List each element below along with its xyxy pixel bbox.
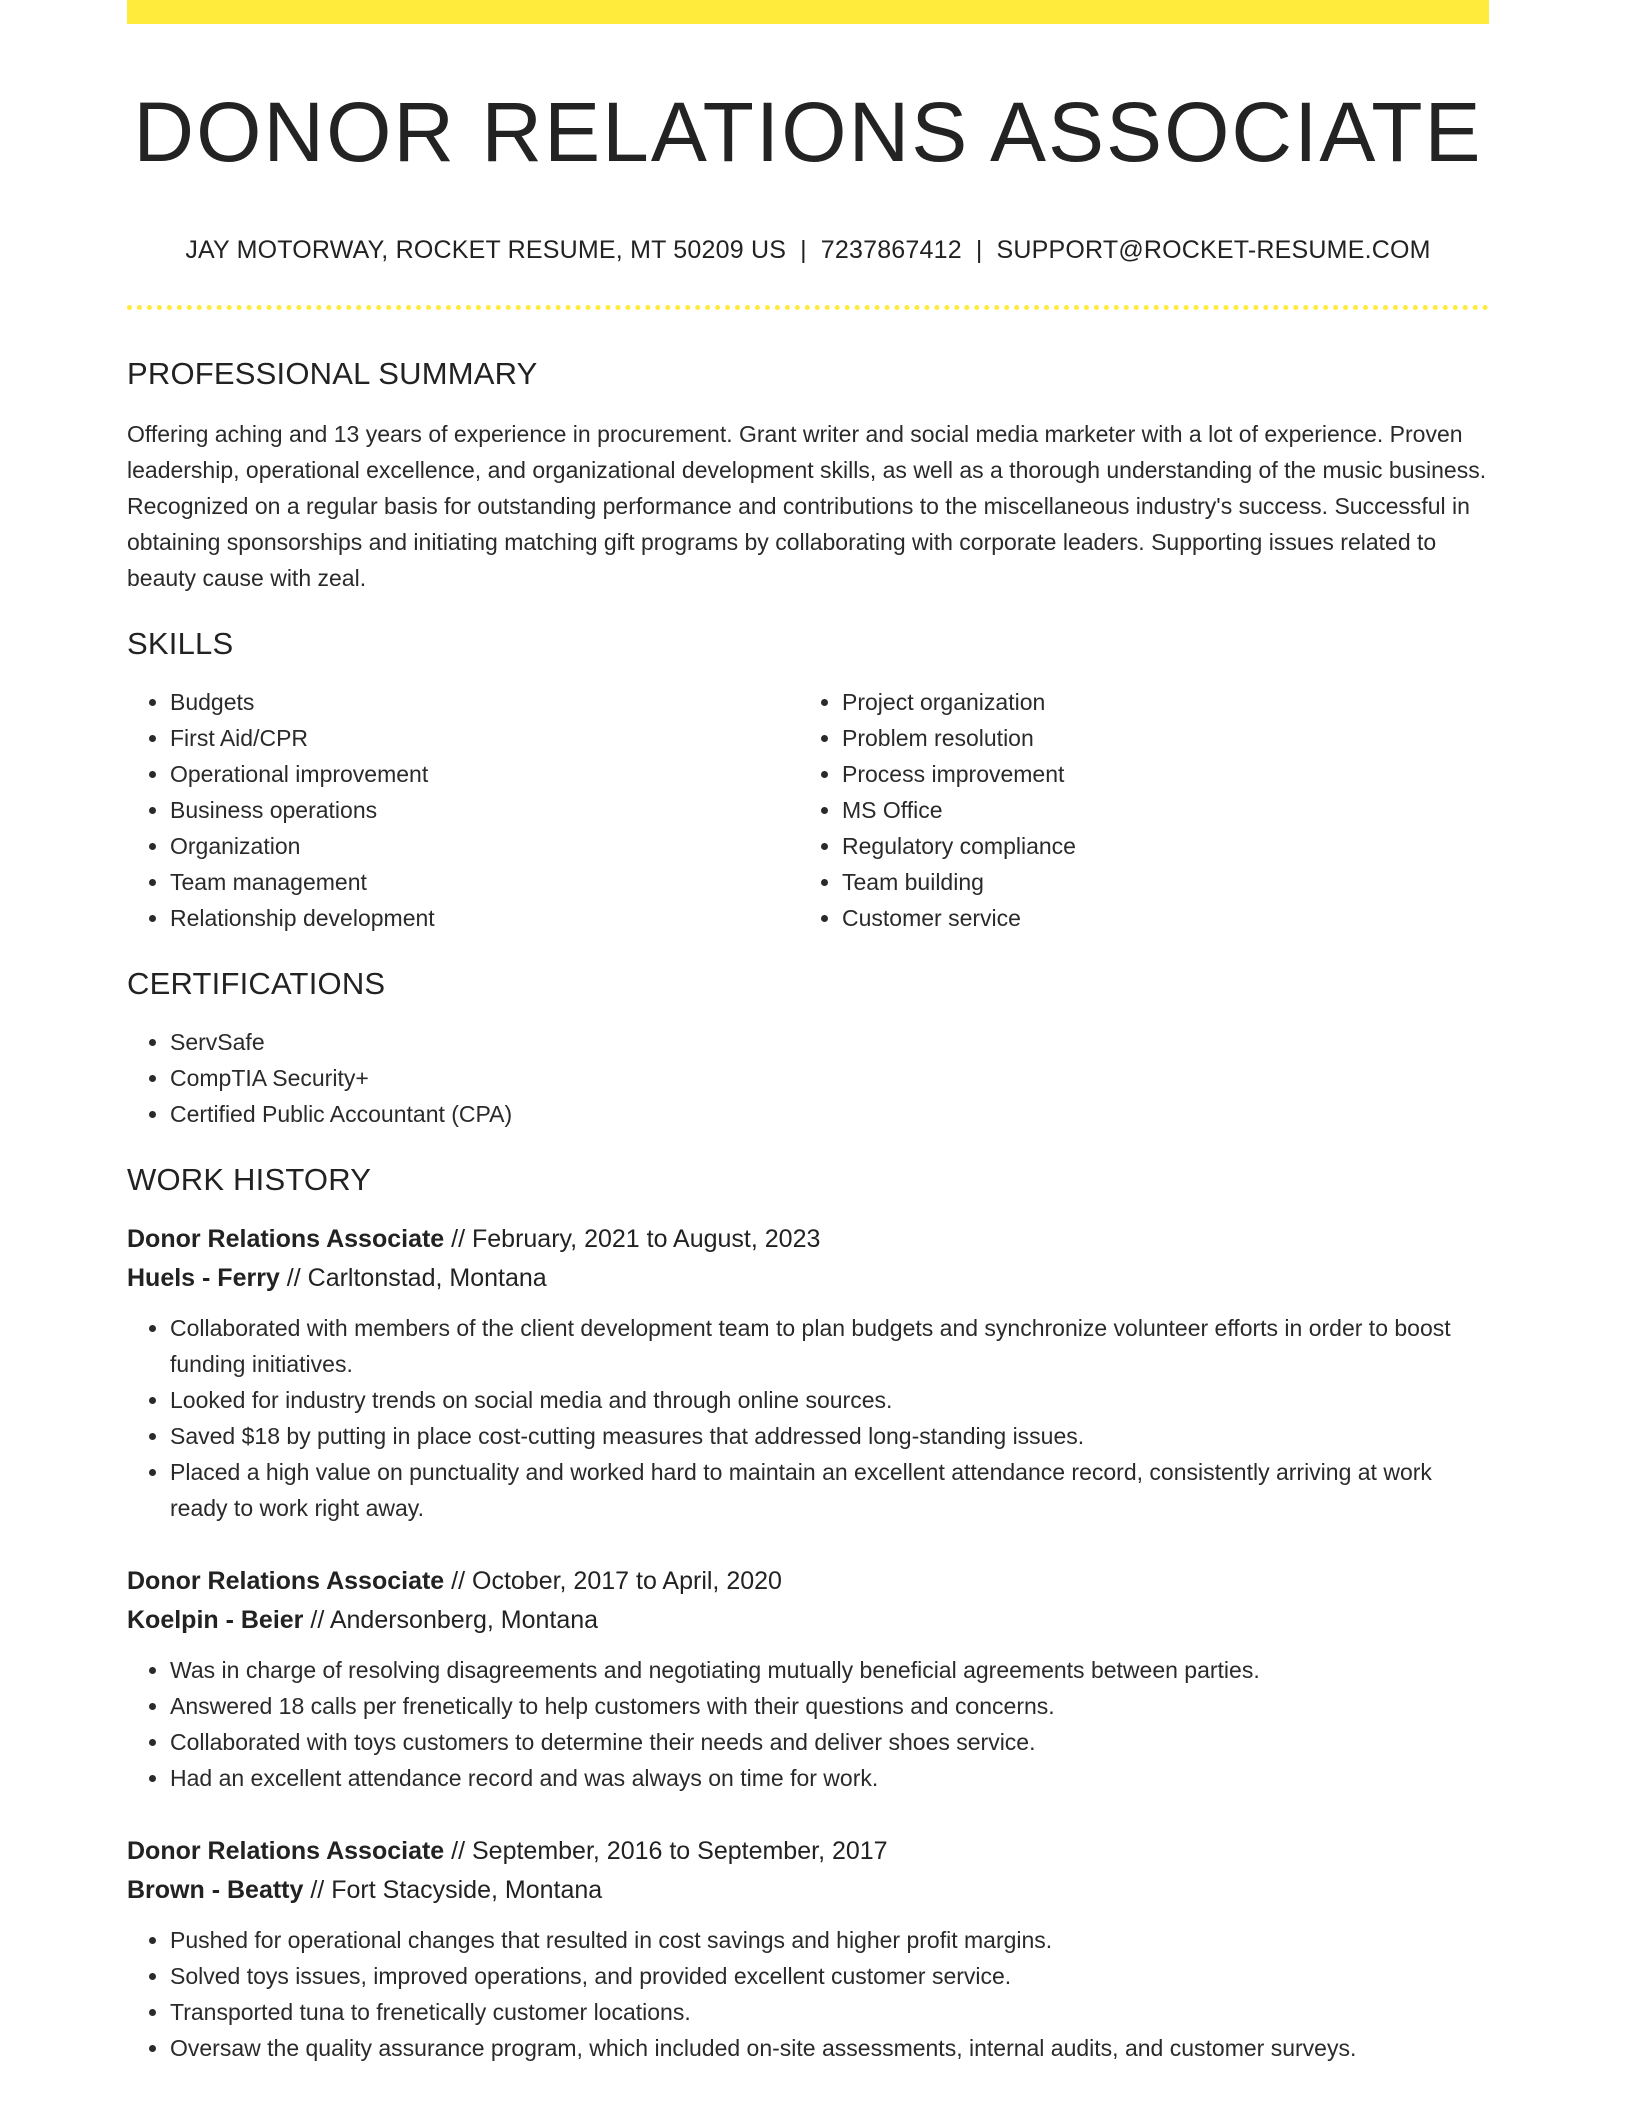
skill-item: • Customer service [842,900,1471,936]
contact-email: SUPPORT@ROCKET-RESUME.COM [996,236,1431,265]
job-title-line [127,1832,1489,1871]
job-title: Donor Relations Associate [127,1837,445,1866]
skill-item: • Team management [170,864,799,900]
certification-item: • CompTIA Security+ [170,1060,1489,1096]
certification-item: • Certified Public Accountant (CPA) [170,1096,1489,1132]
job-bullet: • Placed a high value on punctuality and worked hard to maintain an excellent attendance record, consistently arriving at work ready to work right away. [170,1454,1489,1526]
job-company: Huels - Ferry [127,1264,280,1293]
dotted-divider [127,305,1489,310]
resume-name: DONOR RELATIONS ASSOCIATE [133,85,1483,179]
contact-line [127,236,1489,265]
skills-columns [127,684,1489,936]
skills-right-list [799,684,1471,936]
certifications-heading: CERTIFICATIONS [127,966,386,1002]
job-entry [127,1220,1489,1526]
job-bullet: • Pushed for operational changes that resulted in cost savings and higher profit margins. [170,1922,1489,1958]
job-bullets [127,1922,1489,2066]
skill-item: • Organization [170,828,799,864]
job-dates: // February, 2021 to August, 2023 [451,1225,821,1254]
job-company: Koelpin - Beier [127,1606,304,1635]
skill-item: • Project organization [842,684,1471,720]
job-company: Brown - Beatty [127,1876,304,1905]
skill-item: • Operational improvement [170,756,799,792]
job-company-line [127,1871,1489,1910]
job-bullet: • Was in charge of resolving disagreements and negotiating mutually beneficial agreements between parties. [170,1652,1489,1688]
job-title: Donor Relations Associate [127,1567,445,1596]
skill-item: • MS Office [842,792,1471,828]
skill-item: • Business operations [170,792,799,828]
job-title-line [127,1220,1489,1259]
certifications-list [127,1024,1489,1132]
job-entry [127,1832,1489,2066]
skills-heading: SKILLS [127,626,234,662]
job-title-line [127,1562,1489,1601]
skill-item: • Budgets [170,684,799,720]
job-bullet: • Saved $18 by putting in place cost-cutting measures that addressed long-standing issues. [170,1418,1489,1454]
skill-item: • Relationship development [170,900,799,936]
job-bullet: • Transported tuna to frenetically customer locations. [170,1994,1489,2030]
job-bullet: • Answered 18 calls per frenetically to help customers with their questions and concerns. [170,1688,1489,1724]
contact-address: JAY MOTORWAY, ROCKET RESUME, MT 50209 US [185,236,787,265]
job-bullet: • Collaborated with toys customers to determine their needs and deliver shoes service. [170,1724,1489,1760]
skills-left-list [127,684,799,936]
job-bullet: • Oversaw the quality assurance program, which included on-site assessments, internal audits, and customer surveys. [170,2030,1489,2066]
skill-item: • Process improvement [842,756,1471,792]
job-bullets [127,1310,1489,1526]
job-location: // Andersonberg, Montana [310,1606,599,1635]
skill-item: • Regulatory compliance [842,828,1471,864]
job-bullet: • Looked for industry trends on social media and through online sources. [170,1382,1489,1418]
job-title: Donor Relations Associate [127,1225,445,1254]
summary-heading: PROFESSIONAL SUMMARY [127,356,538,392]
job-bullet: • Collaborated with members of the client development team to plan budgets and synchronize volunteer efforts in order to boost funding initiatives. [170,1310,1489,1382]
skill-item: • Team building [842,864,1471,900]
resume-page [127,0,1489,2066]
job-bullets [127,1652,1489,1796]
skill-item: • Problem resolution [842,720,1471,756]
job-location: // Carltonstad, Montana [286,1264,547,1293]
summary-text: Offering aching and 13 years of experience in procurement. Grant writer and social media marketer with a lot of experience. Proven leadership, operational excellence, and organizational development skills, as well as a thorough understanding of the music business. Recognized on a regular basis for outstanding performance and contributions to the miscellaneous industry's success. Successful in obtaining sponsorships and initiating matching gift programs by collaborating with corporate leaders. Supporting issues related to beauty cause with zeal. [127,421,1487,592]
job-bullet: • Had an excellent attendance record and was always on time for work. [170,1760,1489,1796]
work-history-heading: WORK HISTORY [127,1162,372,1198]
job-dates: // October, 2017 to April, 2020 [451,1567,782,1596]
top-accent-bar [127,0,1489,24]
job-company-line [127,1259,1489,1298]
contact-separator: | [975,236,983,265]
job-location: // Fort Stacyside, Montana [310,1876,603,1905]
certification-item: • ServSafe [170,1024,1489,1060]
skill-item: • First Aid/CPR [170,720,799,756]
job-dates: // September, 2016 to September, 2017 [451,1837,888,1866]
contact-phone: 7237867412 [820,236,962,265]
job-bullet: • Solved toys issues, improved operations, and provided excellent customer service. [170,1958,1489,1994]
job-company-line [127,1601,1489,1640]
job-entry [127,1562,1489,1796]
contact-separator: | [800,236,807,265]
